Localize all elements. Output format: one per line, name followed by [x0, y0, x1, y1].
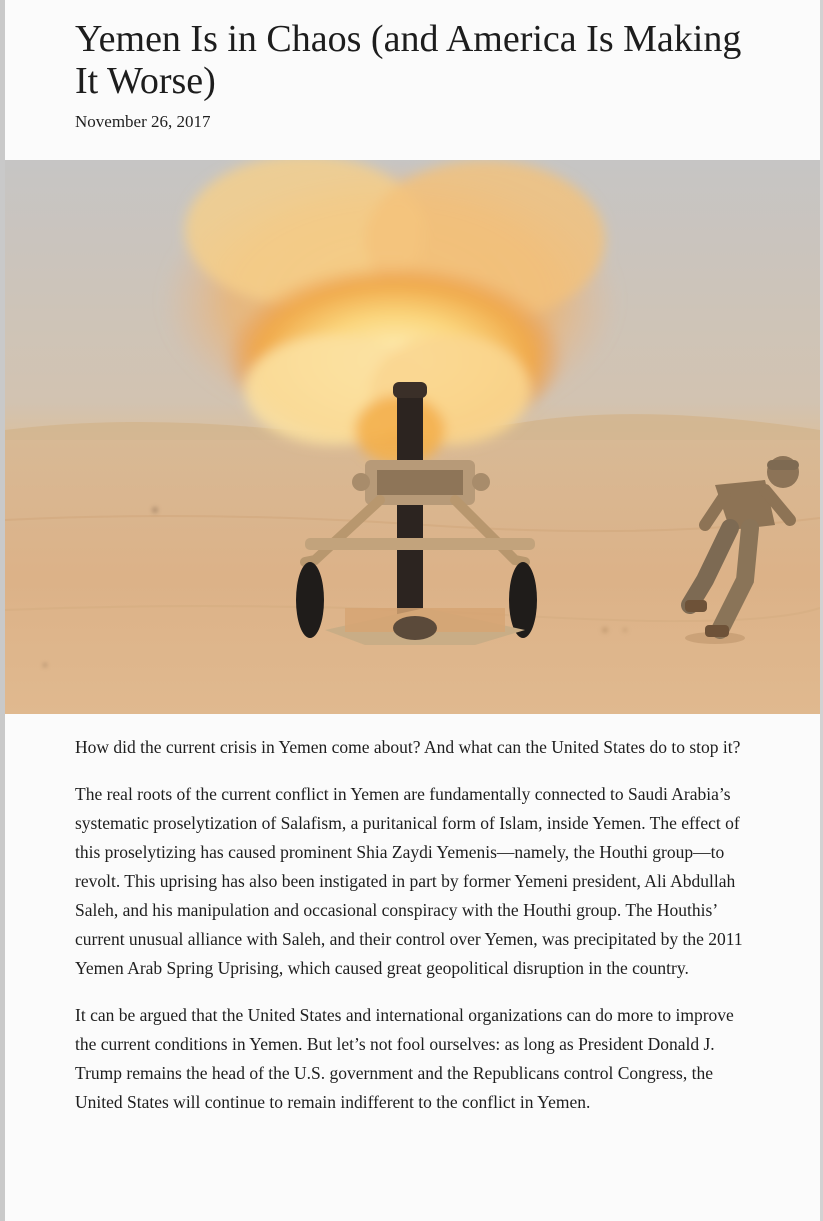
paragraph-1: How did the current crisis in Yemen come about? And what can the United States do to stop it?	[75, 737, 741, 757]
hero-image	[5, 160, 820, 714]
paragraph-3: It can be argued that the United States and international organizations can do more to improve the current conditions in Yemen. But let’s not fool ourselves: as long as President Donald J. Trump remains the head of the U.S. government and the Republicans control Congress, the United States will continue to remain indifferent to the conflict in Yemen.	[75, 1005, 734, 1112]
article-date: November 26, 2017	[75, 112, 211, 131]
paragraph-2: The real roots of the current conflict in Yemen are fundamentally connected to Saudi Arabia’s systematic proselytization of Salafism, a puritanical form of Islam, inside Yemen. The effect of this proselytizing has caused prominent Shia Zaydi Yemenis—namely, the Houthi group—to revolt. This uprising has also been instigated in part by former Yemeni president, Ali Abdullah Saleh, and his manipulation and occasional conspiracy with the Houthi group. The Houthis’ current unusual alliance with Saleh, and their control over Yemen, was precipitated by the 2011 Yemen Arab Spring Uprising, which caused great geopolitical disruption in the country.	[75, 784, 743, 978]
article-title: Yemen Is in Chaos (and America Is Making It Worse)	[75, 18, 742, 102]
article-body	[75, 733, 753, 1135]
